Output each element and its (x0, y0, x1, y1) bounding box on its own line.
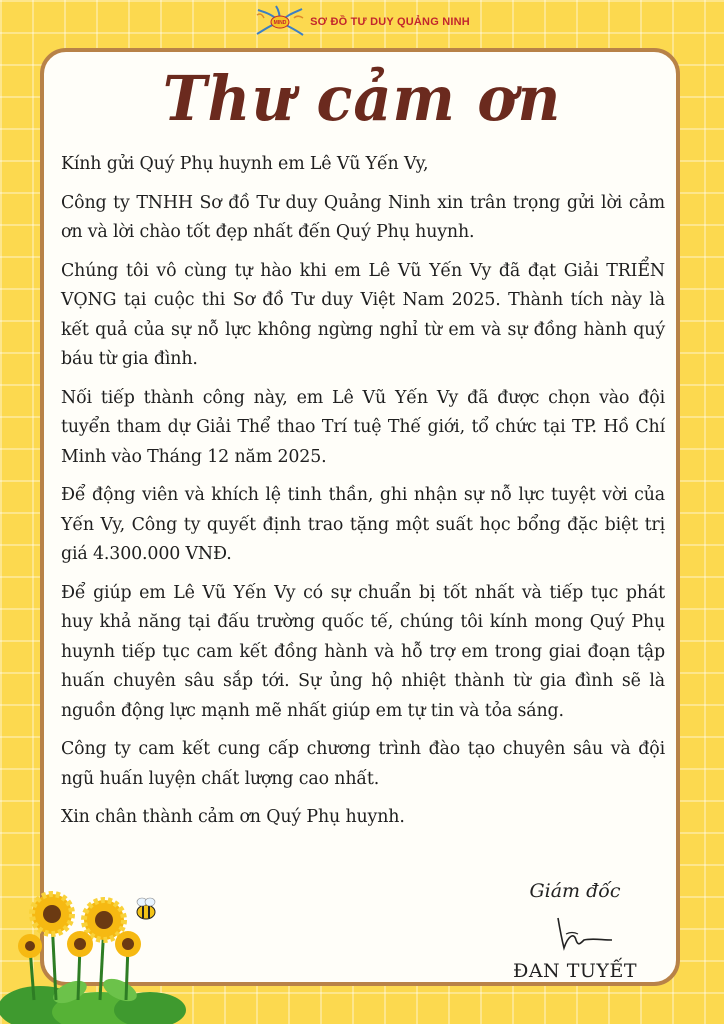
handwritten-signature (548, 910, 618, 954)
letter-paragraph: Nối tiếp thành công này, em Lê Vũ Yến Vy đã được chọn vào đội tuyển tham dự Giải Thể thao Trí tuệ Thế giới, tổ chức tại TP. Hồ Chí Minh vào Tháng 12 năm 2025. (61, 387, 665, 467)
letter-paragraph: Chúng tôi vô cùng tự hào khi em Lê Vũ Yến Vy đã đạt Giải TRIỂN VỌNG tại cuộc thi Sơ đồ Tư duy Việt Nam 2025. Thành tích này là kết quả của sự nỗ lực không ngừng nghỉ từ em và sự đồng hành quý báu từ gia đình. (61, 260, 665, 369)
sunflower (84, 900, 124, 940)
bee-icon (137, 898, 155, 919)
letter-paragraph: Để động viên và khích lệ tinh thần, ghi nhận sự nỗ lực tuyệt vời của Yến Vy, Công ty quyết định trao tặng một suất học bổng đặc biệt trị giá 4.300.000 VNĐ. (61, 485, 665, 564)
letter-paragraph: Công ty cam kết cung cấp chương trình đào tạo chuyên sâu và đội ngũ huấn luyện chất lượng cao nhất. (61, 739, 665, 789)
signature-name: ĐAN TUYẾT (513, 960, 637, 982)
signature-role: Giám đốc (529, 880, 621, 902)
sunflower-decoration (0, 880, 200, 1024)
letter-paragraph: Xin chân thành cảm ơn Quý Phụ huynh. (61, 807, 405, 827)
letter-body (61, 150, 665, 842)
mind-map-logo-icon (254, 4, 306, 40)
letter-paragraph: Để giúp em Lê Vũ Yến Vy có sự chuẩn bị tốt nhất và tiếp tục phát huy khả năng tại đấu trường quốc tế, chúng tôi kính mong Quý Phụ huynh tiếp tục cam kết đồng hành và hỗ trợ em trong giai đoạn tập huấn chuyên sâu sắp tới. Sự ủng hộ nhiệt thành từ gia đình sẽ là nguồn động lực mạnh mẽ nhất giúp em tự tin và tỏa sáng. (61, 582, 665, 721)
letter-paragraph: Kính gửi Quý Phụ huynh em Lê Vũ Yến Vy, (61, 154, 429, 174)
sunflower (32, 894, 72, 934)
letter-paragraph: Công ty TNHH Sơ đồ Tư duy Quảng Ninh xin trân trọng gửi lời cảm ơn và lời chào tốt đẹp nhất đến Quý Phụ huynh. (61, 192, 665, 242)
brand-header (0, 4, 724, 40)
letter-title: Thư cảm ơn (162, 62, 562, 135)
brand-name: SƠ ĐỒ TƯ DUY QUẢNG NINH (310, 16, 470, 28)
sunflower (18, 934, 42, 958)
sunflower (115, 931, 141, 957)
sunflower (67, 931, 93, 957)
logo-badge-text: MIND (273, 20, 287, 26)
leaves (0, 974, 186, 1024)
